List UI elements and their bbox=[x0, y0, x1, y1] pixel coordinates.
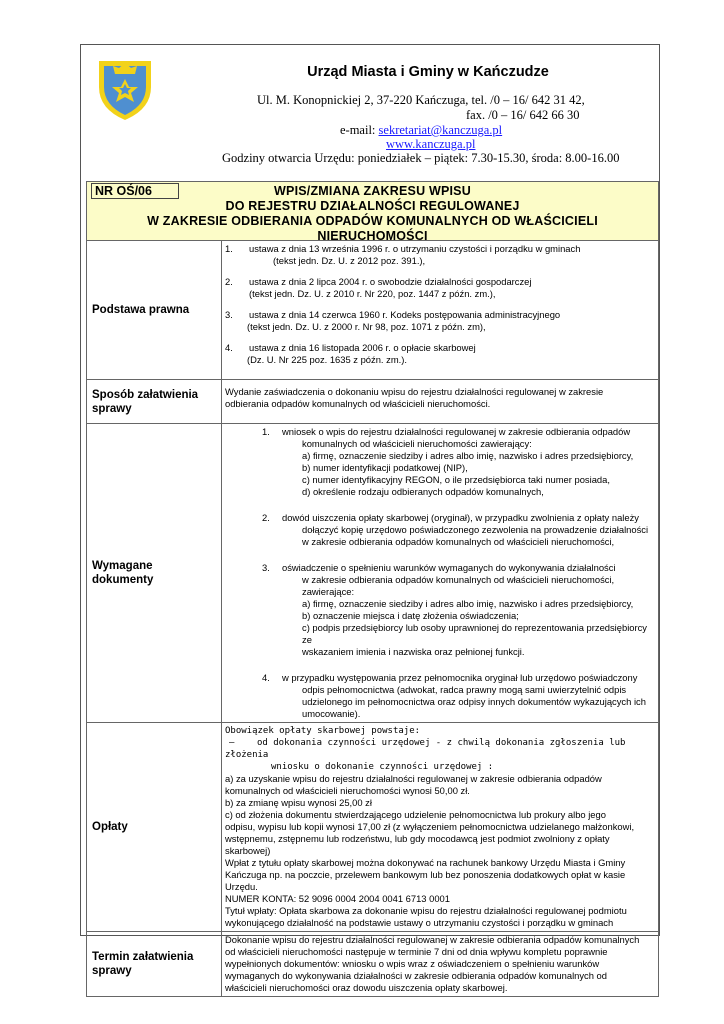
list-item: 2. ustawa z dnia 2 lipca 2004 r. o swobodzie działalności gospodarczej bbox=[225, 276, 532, 287]
list-item: 1. ustawa z dnia 13 września 1996 r. o utrzymaniu czystości i porządku w gminach bbox=[225, 243, 581, 254]
procedure-card-table bbox=[86, 181, 659, 997]
list-item-cont: (tekst jedn. Dz. U. z 2010 r. Nr 220, poz. 1447 z późn. zm.), bbox=[249, 288, 496, 299]
fees-dash-item: – od dokonania czynności urzędowej - z chwilą dokonania zgłoszenia lub złożenia bbox=[225, 738, 626, 760]
deadline-label bbox=[87, 932, 222, 997]
card-title-cell bbox=[87, 182, 659, 241]
fees-line: wstępnemu, zstępnemu lub rodzeństwu, lub gdy mocodawcą jest podmiot zwolniony z opłaty bbox=[225, 833, 610, 844]
fees-line: Urzędu. bbox=[225, 881, 258, 892]
fees-line: c) od złożenia dokumentu stwierdzającego udzielenie pełnomocnictwa lub prokury albo jego bbox=[225, 809, 606, 820]
deadline-line: od właścicieli nieruchomości następuje w terminie 7 dni od dnia wpływu kompletu poprawnie bbox=[225, 946, 608, 957]
deadline-line: wymaganych do wykonywania działalności w zakresie odbierania odpadów komunalnych od bbox=[225, 970, 607, 981]
fees-content bbox=[222, 723, 659, 932]
email-line bbox=[340, 123, 502, 138]
list-item-lines: komunalnych od właścicieli nieruchomości zawierający: a) firmę, oznaczenie siedziby i adres albo imię, nazwisko i adres przedsiębiorcy, b) numer identyfikacji podatkowej (NIP), c) numer identyfikacyjny REGON, o ile przedsiębiorca taki numer posiada, d) określenie rodzaju odbieranych odpadów komunalnych, bbox=[302, 438, 634, 497]
fees-dash-cont: wniosku o dokonanie czynności urzędowej : bbox=[271, 762, 494, 772]
fees-label: Opłaty bbox=[87, 723, 222, 932]
card-title-line: WPIS/ZMIANA ZAKRESU WPISU bbox=[274, 184, 471, 198]
card-title bbox=[87, 184, 658, 244]
deadline-line: właścicieli nieruchomości oraz dowodu uiszczenia opłaty skarbowej. bbox=[225, 982, 508, 993]
fees-line: Tytuł wpłaty: Opłata skarbowa za dokonanie wpisu do rejestru działalności regulowanej podmiotu bbox=[225, 905, 627, 916]
method-content bbox=[222, 380, 659, 424]
card-title-line: W ZAKRESIE ODBIERANIA ODPADÓW KOMUNALNYCH OD WŁAŚCICIELI bbox=[147, 214, 598, 228]
documents-label-line: Wymagane bbox=[92, 560, 153, 572]
fees-line: Kańczuga np. na poczcie, przelewem bankowym lub bez ponoszenia dodatkowych opłat w kasie bbox=[225, 869, 626, 880]
list-item-cont: (tekst jedn. Dz. U. z 2012 poz. 391.), bbox=[273, 255, 426, 266]
documents-content bbox=[222, 424, 659, 723]
method-label-line: Sposób załatwienia bbox=[92, 388, 199, 401]
list-item-cont: (Dz. U. Nr 225 poz. 1635 z późn. zm.). bbox=[247, 354, 407, 365]
list-item: 4. ustawa z dnia 16 listopada 2006 r. o opłacie skarbowej bbox=[225, 342, 476, 353]
fax-line: fax. /0 – 16/ 642 66 30 bbox=[466, 108, 580, 122]
list-item: 2. dowód uiszczenia opłaty skarbowej (oryginał), w przypadku zwolnienia z opłaty należy bbox=[262, 512, 639, 523]
list-item-cont: (tekst jedn. Dz. U. z 2000 r. Nr 98, poz. 1071 z późn. zm), bbox=[247, 321, 486, 332]
office-name: Urząd Miasta i Gminy w Kańczudze bbox=[307, 64, 549, 80]
method-label-line: sprawy bbox=[92, 402, 132, 415]
fees-line: Wpłat z tytułu opłaty skarbowej można dokonywać na rachunek bankowy Urzędu Miasta i Gminy bbox=[225, 857, 626, 868]
list-item: 4. w przypadku występowania przez pełnomocnika oryginał lub urzędowo poświadczony bbox=[262, 672, 638, 683]
fees-line: b) za zmianę wpisu wynosi 25,00 zł bbox=[225, 797, 372, 808]
list-item: 3. oświadczenie o spełnieniu warunków wymaganych do wykonywania działalności bbox=[262, 562, 616, 573]
fees-line: a) za uzyskanie wpisu do rejestru działalności regulowanej w zakresie odbierania odpadów bbox=[225, 773, 602, 784]
card-number: NR OŚ/06 bbox=[91, 183, 179, 199]
list-item-lines: odpis pełnomocnictwa (adwokat, radca prawny mogą sami uwierzytelnić odpis udzielonego im pełnomocnictwa oraz odpisy innych dokumentów wykazujących ich umocowanie). bbox=[302, 684, 646, 719]
fees-line: skarbowej) bbox=[225, 845, 271, 856]
website-link[interactable]: www.kanczuga.pl bbox=[386, 137, 476, 151]
account-number: NUMER KONTA: 52 9096 0004 2004 0041 6713 0001 bbox=[225, 893, 450, 904]
basis-content bbox=[222, 241, 659, 380]
basis-label: Podstawa prawna bbox=[87, 241, 222, 380]
deadline-label-line: sprawy bbox=[92, 965, 132, 977]
fees-line: komunalnych od właścicieli nieruchomości wynosi 50,00 zł. bbox=[225, 785, 470, 796]
email-label: e-mail: bbox=[340, 123, 379, 137]
deadline-line: wypełnionych dokumentów: wniosku o wpis wraz z oświadczeniem o spełnieniu warunków bbox=[225, 958, 600, 969]
website-line bbox=[386, 137, 475, 152]
deadline-label-line: Termin załatwienia bbox=[92, 951, 194, 963]
fees-line: odpisu, wypisu lub kopii wynosi 17,00 zł (z wyłączeniem pełnomocnictwa udzielanego małżonkowi, bbox=[225, 821, 635, 832]
documents-label bbox=[87, 424, 222, 723]
address-line: Ul. M. Konopnickiej 2, 37-220 Kańczuga, tel. /0 – 16/ 642 31 42, bbox=[257, 93, 585, 107]
deadline-line: Dokonanie wpisu do rejestru działalności regulowanej w zakresie odbierania odpadów komunalnych bbox=[225, 934, 640, 945]
method-label bbox=[87, 380, 222, 424]
method-text: odbierania odpadów komunalnych od właścicieli nieruchomości. bbox=[225, 398, 491, 409]
method-text: Wydanie zaświadczenia o dokonaniu wpisu do rejestru działalności regulowanej w zakresie bbox=[225, 386, 604, 397]
list-item: 1. wniosek o wpis do rejestru działalności regulowanej w zakresie odbierania odpadów bbox=[262, 426, 631, 437]
list-item: 3. ustawa z dnia 14 czerwca 1960 r. Kodeks postępowania administracyjnego bbox=[225, 309, 561, 320]
list-item-lines: w zakresie odbierania odpadów komunalnych od właścicieli nieruchomości, zawierające: a) firmę, oznaczenie siedziby i adres albo imię, nazwisko i adres przedsiębiorcy, b) oznaczenie miejsca i datę złożenia oświadczenia; c) podpis przedsiębiorcy lub osoby uprawnionej do reprezentowania przedsiębiorcy ze wskazaniem imienia i nazwiska oraz pełnionej funkcji. bbox=[302, 574, 647, 657]
documents-label-line: dokumenty bbox=[92, 574, 154, 586]
office-hours: Godziny otwarcia Urzędu: poniedziałek – piątek: 7.30-15.30, środa: 8.00-16.00 bbox=[222, 151, 620, 165]
coat-of-arms-icon bbox=[95, 57, 155, 123]
email-link[interactable]: sekretariat@kanczuga.pl bbox=[378, 123, 503, 137]
fees-line: wykonującego działalność na podstawie ustawy o utrzymaniu czystości i porządku w gminach bbox=[225, 917, 614, 928]
card-title-line: NIERUCHOMOŚCI bbox=[317, 229, 428, 243]
list-item-lines: dołączyć kopię urzędowo poświadczonego zezwolenia na prowadzenie działalności w zakresie odbierania odpadów komunalnych od właścicieli nieruchomości, bbox=[302, 524, 649, 547]
card-title-line: DO REJESTRU DZIAŁALNOŚCI REGULOWANEJ bbox=[225, 199, 520, 213]
deadline-content bbox=[222, 932, 659, 997]
fees-intro: Obowiązek opłaty skarbowej powstaje: bbox=[225, 726, 421, 736]
